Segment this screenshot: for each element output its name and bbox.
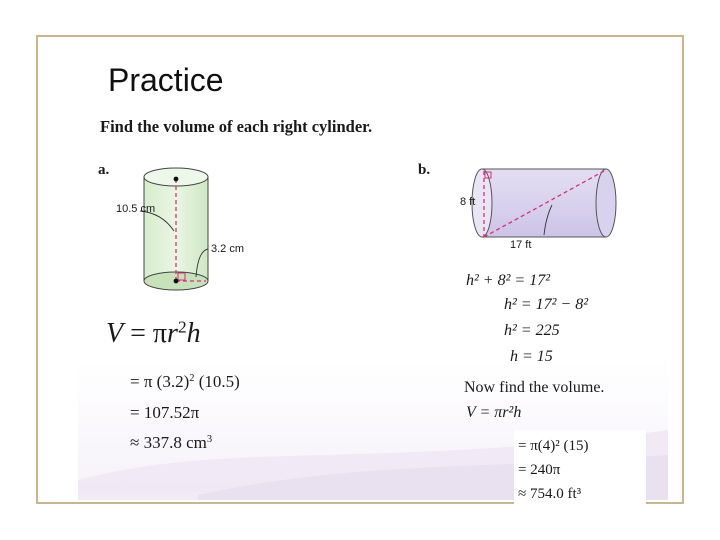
step-b-2: = 240π <box>518 462 561 478</box>
diagonal-label: 17 ft <box>510 239 532 251</box>
formula-h: h <box>186 318 201 349</box>
cylinder-b-right-end <box>596 169 616 237</box>
formula-eq: = <box>130 318 146 349</box>
cylinder-b-body <box>482 169 606 237</box>
step-a-2 <box>130 403 199 423</box>
pythag-line-3: h² = 225 <box>504 322 560 339</box>
height-label: 10.5 cm <box>116 203 156 215</box>
page-title: Practice <box>108 62 224 98</box>
step-exp: 3 <box>206 434 213 446</box>
now-find-text: Now find the volume. <box>464 379 605 396</box>
radius-label: 3.2 cm <box>211 243 245 255</box>
step-a-1 <box>130 372 240 392</box>
step-b-3: ≈ 754.0 ft³ <box>518 486 582 502</box>
problem-heading: Find the volume of each right cylinder. <box>100 117 373 136</box>
step-op: = <box>130 403 140 422</box>
volume-formula-a <box>106 318 201 350</box>
formula-pi: π <box>152 318 168 349</box>
formula-v: V <box>106 318 124 349</box>
pythag-line-1: h² + 8² = 17² <box>466 272 550 289</box>
step-expr: π (3.2) <box>143 372 190 391</box>
step-tail: (10.5) <box>194 372 240 391</box>
step-exp: 2 <box>189 373 195 385</box>
part-b-label: b. <box>418 162 431 178</box>
volume-formula-b: V = πr²h <box>466 404 522 421</box>
cylinder-b-diagram <box>458 165 628 255</box>
formula-exp: 2 <box>177 317 187 337</box>
step-a-3 <box>130 433 212 453</box>
cylinder-a-diagram <box>100 165 270 295</box>
step-b-1: = π(4)² (15) <box>518 438 589 454</box>
pythag-line-4: h = 15 <box>510 348 553 365</box>
formula-r: r <box>167 318 178 349</box>
step-op: ≈ <box>130 433 140 452</box>
part-a-label: a. <box>98 162 110 178</box>
side-label: 8 ft <box>460 196 476 208</box>
step-expr: 337.8 cm <box>143 433 207 452</box>
step-expr: 107.52π <box>143 403 200 422</box>
pythag-line-2: h² = 17² − 8² <box>504 296 588 313</box>
step-op: = <box>130 372 140 391</box>
